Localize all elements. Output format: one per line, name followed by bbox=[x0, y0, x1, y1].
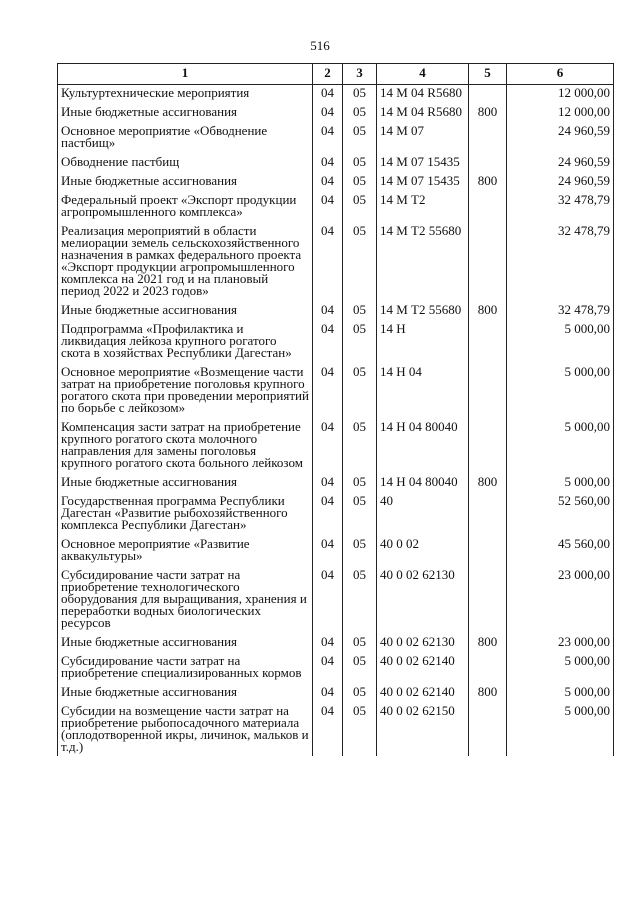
table-row bbox=[58, 703, 614, 756]
row-target-code-cell: 14 М 07 15435 bbox=[377, 173, 469, 192]
row-subsection-cell: 05 bbox=[343, 653, 377, 684]
row-target-code-cell: 14 М 04 R5680 bbox=[377, 85, 469, 105]
row-expense-type-cell bbox=[469, 653, 507, 684]
row-name-cell: Иные бюджетные ассигнования bbox=[58, 684, 313, 703]
row-name-cell: Реализация мероприятий в области мелиорации земель сельскохозяйственного назначения в рамках федерального проекта «Экспорт продукции агропромышленного комплекса на 2021 год и на плановый период 2022 и 2023 годов» bbox=[58, 223, 313, 302]
header-col-expense-type: 5 bbox=[469, 64, 507, 85]
row-target-code-cell: 14 М 07 15435 bbox=[377, 154, 469, 173]
row-expense-type-cell bbox=[469, 703, 507, 756]
row-subsection-cell: 05 bbox=[343, 419, 377, 474]
table-row bbox=[58, 85, 614, 105]
row-amount-cell: 23 000,00 bbox=[507, 634, 614, 653]
row-target-code-cell: 14 Н bbox=[377, 321, 469, 364]
row-amount-cell: 12 000,00 bbox=[507, 85, 614, 105]
row-section-cell: 04 bbox=[313, 302, 343, 321]
page-number: 516 bbox=[310, 38, 330, 53]
row-name-cell: Компенсация засти затрат на приобретение крупного рогатого скота молочного направления для замены поголовья крупного рогатого скота больного лейкозом bbox=[58, 419, 313, 474]
row-subsection-cell: 05 bbox=[343, 634, 377, 653]
table-row bbox=[58, 653, 614, 684]
row-expense-type-cell bbox=[469, 223, 507, 302]
row-section-cell: 04 bbox=[313, 173, 343, 192]
row-name-cell: Государственная программа Республики Дагестан «Развитие рыбохозяйственного комплекса Республики Дагестан» bbox=[58, 493, 313, 536]
row-target-code-cell: 14 М 07 bbox=[377, 123, 469, 154]
row-amount-cell: 32 478,79 bbox=[507, 302, 614, 321]
row-section-cell: 04 bbox=[313, 223, 343, 302]
row-section-cell: 04 bbox=[313, 154, 343, 173]
row-section-cell: 04 bbox=[313, 703, 343, 756]
row-target-code-cell: 40 0 02 62150 bbox=[377, 703, 469, 756]
row-amount-cell: 23 000,00 bbox=[507, 567, 614, 634]
table-row bbox=[58, 567, 614, 634]
table-row bbox=[58, 154, 614, 173]
budget-table bbox=[57, 63, 614, 756]
row-subsection-cell: 05 bbox=[343, 302, 377, 321]
row-expense-type-cell: 800 bbox=[469, 302, 507, 321]
row-expense-type-cell bbox=[469, 536, 507, 567]
row-amount-cell: 12 000,00 bbox=[507, 104, 614, 123]
header-col-amount: 6 bbox=[507, 64, 614, 85]
row-target-code-cell: 14 М Т2 55680 bbox=[377, 223, 469, 302]
row-amount-cell: 5 000,00 bbox=[507, 703, 614, 756]
row-amount-cell: 5 000,00 bbox=[507, 474, 614, 493]
row-subsection-cell: 05 bbox=[343, 567, 377, 634]
row-amount-cell: 24 960,59 bbox=[507, 173, 614, 192]
row-subsection-cell: 05 bbox=[343, 684, 377, 703]
row-target-code-cell: 40 0 02 62140 bbox=[377, 653, 469, 684]
table-row bbox=[58, 634, 614, 653]
row-name-cell: Обводнение пастбищ bbox=[58, 154, 313, 173]
table-row bbox=[58, 364, 614, 419]
table-row bbox=[58, 419, 614, 474]
table-row bbox=[58, 536, 614, 567]
row-subsection-cell: 05 bbox=[343, 173, 377, 192]
row-target-code-cell: 14 М Т2 55680 bbox=[377, 302, 469, 321]
row-target-code-cell: 14 Н 04 80040 bbox=[377, 419, 469, 474]
row-name-cell: Подпрограмма «Профилактика и ликвидация лейкоза крупного рогатого скота в хозяйствах Республики Дагестан» bbox=[58, 321, 313, 364]
row-section-cell: 04 bbox=[313, 493, 343, 536]
table-row bbox=[58, 123, 614, 154]
row-amount-cell: 5 000,00 bbox=[507, 321, 614, 364]
row-expense-type-cell bbox=[469, 493, 507, 536]
row-expense-type-cell bbox=[469, 419, 507, 474]
row-target-code-cell: 40 0 02 bbox=[377, 536, 469, 567]
row-name-cell: Иные бюджетные ассигнования bbox=[58, 474, 313, 493]
header-col-section: 2 bbox=[313, 64, 343, 85]
row-name-cell: Иные бюджетные ассигнования bbox=[58, 302, 313, 321]
row-subsection-cell: 05 bbox=[343, 154, 377, 173]
row-expense-type-cell bbox=[469, 123, 507, 154]
row-name-cell: Культуртехнические мероприятия bbox=[58, 85, 313, 105]
table-row bbox=[58, 684, 614, 703]
header-col-name: 1 bbox=[58, 64, 313, 85]
row-expense-type-cell: 800 bbox=[469, 474, 507, 493]
row-amount-cell: 5 000,00 bbox=[507, 653, 614, 684]
row-amount-cell: 24 960,59 bbox=[507, 123, 614, 154]
row-subsection-cell: 05 bbox=[343, 364, 377, 419]
row-expense-type-cell bbox=[469, 567, 507, 634]
row-subsection-cell: 05 bbox=[343, 223, 377, 302]
header-col-subsection: 3 bbox=[343, 64, 377, 85]
row-section-cell: 04 bbox=[313, 85, 343, 105]
row-target-code-cell: 40 bbox=[377, 493, 469, 536]
row-amount-cell: 32 478,79 bbox=[507, 192, 614, 223]
row-subsection-cell: 05 bbox=[343, 493, 377, 536]
row-expense-type-cell bbox=[469, 321, 507, 364]
row-section-cell: 04 bbox=[313, 364, 343, 419]
row-name-cell: Иные бюджетные ассигнования bbox=[58, 104, 313, 123]
row-name-cell: Субсидии на возмещение части затрат на приобретение рыбопосадочного материала (оплодотворенной икры, личинок, мальков и т.д.) bbox=[58, 703, 313, 756]
row-section-cell: 04 bbox=[313, 684, 343, 703]
row-amount-cell: 32 478,79 bbox=[507, 223, 614, 302]
row-section-cell: 04 bbox=[313, 653, 343, 684]
table-row bbox=[58, 493, 614, 536]
row-target-code-cell: 14 Н 04 80040 bbox=[377, 474, 469, 493]
row-subsection-cell: 05 bbox=[343, 104, 377, 123]
row-amount-cell: 24 960,59 bbox=[507, 154, 614, 173]
table-row bbox=[58, 173, 614, 192]
row-section-cell: 04 bbox=[313, 419, 343, 474]
row-name-cell: Иные бюджетные ассигнования bbox=[58, 173, 313, 192]
header-col-target-code: 4 bbox=[377, 64, 469, 85]
row-subsection-cell: 05 bbox=[343, 192, 377, 223]
row-section-cell: 04 bbox=[313, 104, 343, 123]
row-target-code-cell: 14 Н 04 bbox=[377, 364, 469, 419]
table-row bbox=[58, 302, 614, 321]
row-section-cell: 04 bbox=[313, 474, 343, 493]
row-subsection-cell: 05 bbox=[343, 321, 377, 364]
row-expense-type-cell bbox=[469, 85, 507, 105]
table-row bbox=[58, 192, 614, 223]
row-section-cell: 04 bbox=[313, 567, 343, 634]
row-section-cell: 04 bbox=[313, 634, 343, 653]
row-target-code-cell: 40 0 02 62140 bbox=[377, 684, 469, 703]
table-body bbox=[58, 85, 614, 757]
table-row bbox=[58, 321, 614, 364]
row-amount-cell: 52 560,00 bbox=[507, 493, 614, 536]
row-expense-type-cell: 800 bbox=[469, 684, 507, 703]
row-name-cell: Основное мероприятие «Обводнение пастбищ» bbox=[58, 123, 313, 154]
row-expense-type-cell: 800 bbox=[469, 104, 507, 123]
table-row bbox=[58, 223, 614, 302]
row-target-code-cell: 40 0 02 62130 bbox=[377, 567, 469, 634]
row-subsection-cell: 05 bbox=[343, 703, 377, 756]
row-section-cell: 04 bbox=[313, 536, 343, 567]
row-target-code-cell: 14 М 04 R5680 bbox=[377, 104, 469, 123]
row-amount-cell: 5 000,00 bbox=[507, 364, 614, 419]
row-name-cell: Основное мероприятие «Возмещение части затрат на приобретение поголовья крупного рогатого скота при проведении мероприятий по борьбе с лейкозом» bbox=[58, 364, 313, 419]
row-amount-cell: 45 560,00 bbox=[507, 536, 614, 567]
row-expense-type-cell: 800 bbox=[469, 634, 507, 653]
row-section-cell: 04 bbox=[313, 192, 343, 223]
row-expense-type-cell bbox=[469, 192, 507, 223]
row-name-cell: Субсидирование части затрат на приобретение специализированных кормов bbox=[58, 653, 313, 684]
table-row bbox=[58, 474, 614, 493]
table-header bbox=[58, 64, 614, 85]
header-row bbox=[58, 64, 614, 85]
row-target-code-cell: 40 0 02 62130 bbox=[377, 634, 469, 653]
row-section-cell: 04 bbox=[313, 123, 343, 154]
row-name-cell: Иные бюджетные ассигнования bbox=[58, 634, 313, 653]
row-expense-type-cell bbox=[469, 364, 507, 419]
row-section-cell: 04 bbox=[313, 321, 343, 364]
row-subsection-cell: 05 bbox=[343, 123, 377, 154]
table-row bbox=[58, 104, 614, 123]
row-name-cell: Федеральный проект «Экспорт продукции агропромышленного комплекса» bbox=[58, 192, 313, 223]
row-target-code-cell: 14 М Т2 bbox=[377, 192, 469, 223]
row-subsection-cell: 05 bbox=[343, 474, 377, 493]
row-expense-type-cell bbox=[469, 154, 507, 173]
row-name-cell: Основное мероприятие «Развитие аквакультуры» bbox=[58, 536, 313, 567]
row-expense-type-cell: 800 bbox=[469, 173, 507, 192]
row-name-cell: Субсидирование части затрат на приобретение технологического оборудования для выращивания, хранения и переработки водных биологических ресурсов bbox=[58, 567, 313, 634]
row-amount-cell: 5 000,00 bbox=[507, 684, 614, 703]
row-subsection-cell: 05 bbox=[343, 85, 377, 105]
row-subsection-cell: 05 bbox=[343, 536, 377, 567]
row-amount-cell: 5 000,00 bbox=[507, 419, 614, 474]
